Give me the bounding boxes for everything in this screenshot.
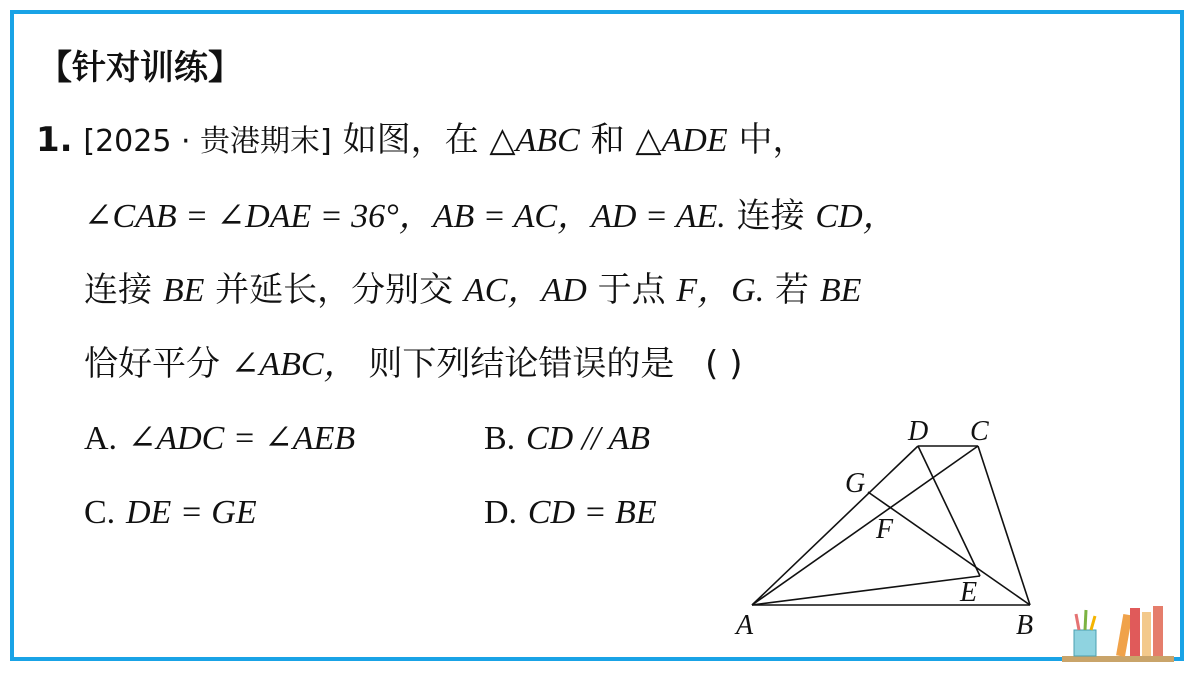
segment-be: BE [819, 272, 862, 309]
option-content: ∠ADC = ∠AEB [127, 420, 356, 457]
label-e: E [960, 577, 978, 608]
triangle-ade: △ADE [635, 122, 728, 159]
triangle-abc: △ABC [489, 122, 580, 159]
label-f: F [876, 514, 894, 545]
points-f-g: F，G. [676, 272, 765, 309]
problem-number: 1. [36, 120, 73, 160]
option-letter: A. [84, 420, 118, 457]
text: 如图，在 [342, 120, 479, 160]
answer-bracket: ( ) [705, 344, 743, 384]
option-content: CD = BE [527, 494, 657, 531]
text: 并延长，分别交 [215, 270, 454, 310]
section-title: 【针对训练】 [38, 48, 242, 88]
text: 连接 [84, 270, 152, 310]
option-letter: B. [484, 420, 516, 457]
angle-abc: ∠ABC， [230, 346, 358, 383]
given-conditions: ∠CAB = ∠DAE = 36°，AB = AC，AD = AE. [84, 198, 726, 235]
text: 于点 [597, 270, 666, 310]
option-content: DE = GE [126, 494, 257, 531]
segment-cd: CD， [815, 198, 897, 235]
label-c: C [970, 416, 989, 447]
books-and-pencil-cup-icon [1060, 600, 1180, 664]
option-letter: D. [484, 494, 518, 531]
text: 若 [775, 270, 810, 310]
segment-be: BE [162, 272, 205, 309]
text: 恰好平分 [84, 344, 220, 384]
text: 中， [738, 120, 807, 160]
label-a: A [736, 610, 754, 641]
label-g: G [845, 468, 866, 499]
problem-source: [2025 · 贵港期末] [83, 124, 332, 159]
segment-cb [978, 446, 1030, 605]
text: 则下列结论错误的是 [368, 344, 675, 384]
text: 和 [590, 120, 625, 160]
segments-ac-ad: AC，AD [463, 272, 587, 309]
segment-bg [868, 492, 1030, 605]
text: 连接 [736, 196, 805, 236]
option-letter: C. [84, 494, 116, 531]
label-d: D [908, 416, 929, 447]
option-content: CD // AB [526, 420, 651, 457]
label-b: B [1016, 610, 1034, 641]
